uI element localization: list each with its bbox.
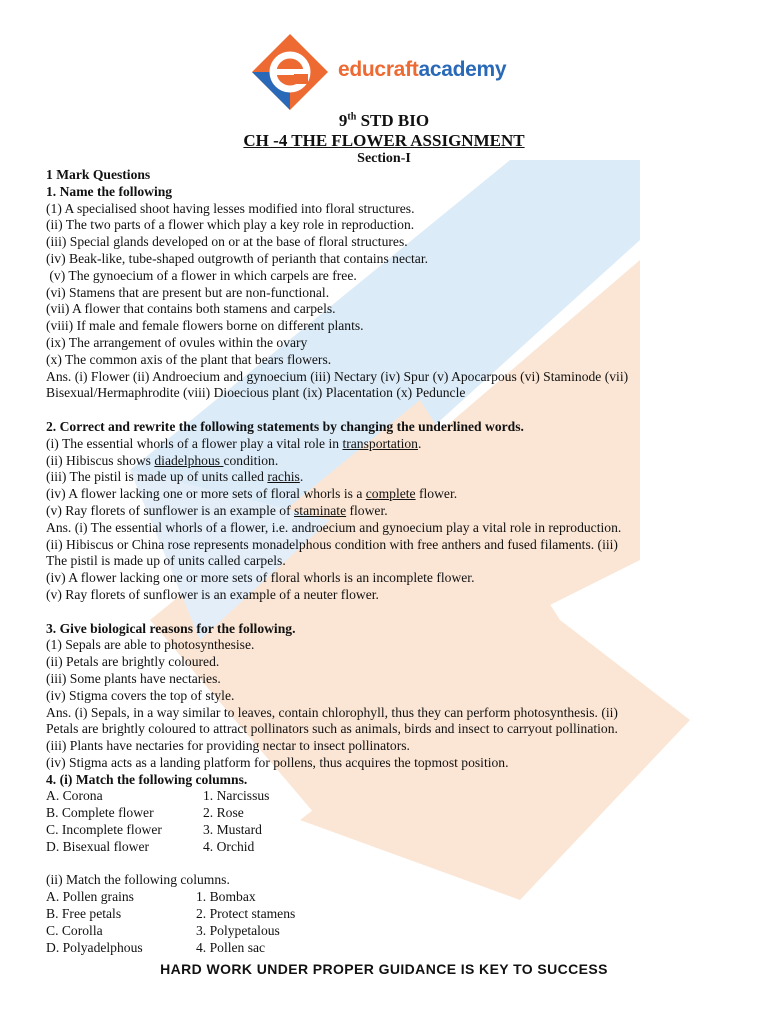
q2-item-before: (iii) The pistil is made up of units called [46,469,268,485]
q3-item: (iii) Some plants have nectaries. [46,670,221,686]
q2-answer-line: Ans. (i) The essential whorls of a flower, i.e. androecium and gynoecium play a vital role in reproduction. [46,519,622,535]
group-heading: 1 Mark Questions [46,167,151,182]
q2-item-after: condition. [223,452,279,468]
q1-item: (ii) The two parts of a flower which play a key role in reproduction. [46,217,415,233]
q3-item: (ii) Petals are brightly coloured. [46,654,220,670]
assignment-body [46,167,726,956]
q4-heading: 4. (i) Match the following columns. [46,771,248,787]
q1-item: (iii) Special glands developed on or at the base of floral structures. [46,234,408,250]
logo-part2: academy [418,58,507,81]
match-col-b: 4. Pollen sac [196,939,266,955]
match-col-b: 1. Bombax [196,889,256,905]
q2-heading: 2. Correct and rewrite the following statements by changing the underlined words. [46,418,524,434]
q1-answer-line: Bisexual/Hermaphrodite (viii) Dioecious plant (ix) Placentation (x) Peduncle [46,385,466,401]
match-col-a: B. Complete flower [46,805,154,821]
q2-item [46,486,726,503]
q3-answer-line: Petals are brightly coloured to attract pollinators such as animals, birds and insect to carryout pollination. [46,721,618,737]
chapter-title: CH -4 THE FLOWER ASSIGNMENT [243,131,525,150]
q2-answer-line: (iv) A flower lacking one or more sets of floral whorls is an incomplete flower. [46,570,475,586]
match-row [46,940,726,957]
q2-item-before: (v) Ray florets of sunflower is an example of [46,502,295,518]
q2-item-before: (i) The essential whorls of a flower play a vital role in [46,435,343,451]
q2-item-after: flower. [415,486,458,502]
q2-item [46,453,726,470]
match-col-a: D. Bisexual flower [46,838,150,854]
match-col-a: D. Polyadelphous [46,939,143,955]
q1-item: (vii) A flower that contains both stamens and carpels. [46,301,336,317]
q3-item: (iv) Stigma covers the top of style. [46,687,235,703]
q1-heading: 1. Name the following [46,183,173,199]
match-row [46,788,726,805]
q2-item-before: (ii) Hibiscus shows [46,452,155,468]
q2-underlined-word: complete [365,486,416,502]
match-col-b: 2. Rose [203,805,244,821]
q2-answer-line: (ii) Hibiscus or China rose represents monadelphous condition with free anthers and fused filaments. (iii) [46,536,618,552]
match-col-a: C. Corolla [46,922,103,938]
q1-item: (ix) The arrangement of ovules within the ovary [46,334,308,350]
section-title: Section-I [357,151,411,166]
logo-part1: educraft [338,58,419,81]
q2-item [46,469,726,486]
match-col-b: 3. Mustard [203,822,262,838]
match-row [46,839,726,856]
match-col-a: A. Pollen grains [46,889,134,905]
q2-item-before: (iv) A flower lacking one or more sets of floral whorls is a [46,486,366,502]
q2-underlined-word: diadelphous [154,452,224,468]
match-col-a: C. Incomplete flower [46,822,162,838]
match-col-b: 3. Polypetalous [196,922,280,938]
educraft-logo [248,30,518,114]
page-title [0,111,768,131]
q2-item-after: . [299,469,304,485]
footer-motto: HARD WORK UNDER PROPER GUIDANCE IS KEY TO SUCCESS [160,961,608,977]
match-row [46,923,726,940]
match-col-b: 2. Protect stamens [196,906,296,922]
q2-item [46,436,726,453]
q1-item: (v) The gynoecium of a flower in which carpels are free. [46,267,357,283]
match-row [46,889,726,906]
q1-item: (1) A specialised shoot having lesses modified into floral structures. [46,200,415,216]
q1-item: (vi) Stamens that are present but are non-functional. [46,284,330,300]
q1-item: (viii) If male and female flowers borne on different plants. [46,318,364,334]
match-col-b: 4. Orchid [203,838,255,854]
match-col-a: A. Corona [46,788,103,804]
logo-wordmark [338,58,506,82]
title-sup: th [347,111,357,123]
q2-item-after: flower. [346,502,388,518]
q2-answer-line: The pistil is made up of units called carpels. [46,553,286,569]
q2-item-after: . [417,435,422,451]
q2-underlined-word: rachis [267,469,300,485]
logo-e-icon [248,30,332,114]
q4-part2-heading: (ii) Match the following columns. [46,872,230,888]
title-rest: STD BIO [356,111,430,130]
q2-item [46,503,726,520]
q3-answer-line: (iv) Stigma acts as a landing platform for pollens, thus acquires the topmost position. [46,754,509,770]
q1-item: (iv) Beak-like, tube-shaped outgrowth of perianth that contains nectar. [46,250,429,266]
match-col-b: 1. Narcissus [203,788,270,804]
q1-answer-line: Ans. (i) Flower (ii) Androecium and gynoecium (iii) Nectary (iv) Spur (v) Apocarpous (vi) Staminode (vii) [46,368,629,384]
match-row [46,805,726,822]
q1-item: (x) The common axis of the plant that bears flowers. [46,351,332,367]
q2-underlined-word: transportation [342,435,418,451]
match-row [46,906,726,923]
match-col-a: B. Free petals [46,906,122,922]
q3-answer-line: (iii) Plants have nectaries for providing nectar to insect pollinators. [46,738,410,754]
match-row [46,822,726,839]
q2-answer-line: (v) Ray florets of sunflower is an example of a neuter flower. [46,586,379,602]
q3-answer-line: Ans. (i) Sepals, in a way similar to leaves, contain chlorophyll, thus they can perform photosynthesis. (ii) [46,704,618,720]
q3-item: (1) Sepals are able to photosynthesise. [46,637,255,653]
q3-heading: 3. Give biological reasons for the following. [46,620,296,636]
title-prefix: 9 [338,111,348,130]
q2-underlined-word: staminate [294,502,347,518]
